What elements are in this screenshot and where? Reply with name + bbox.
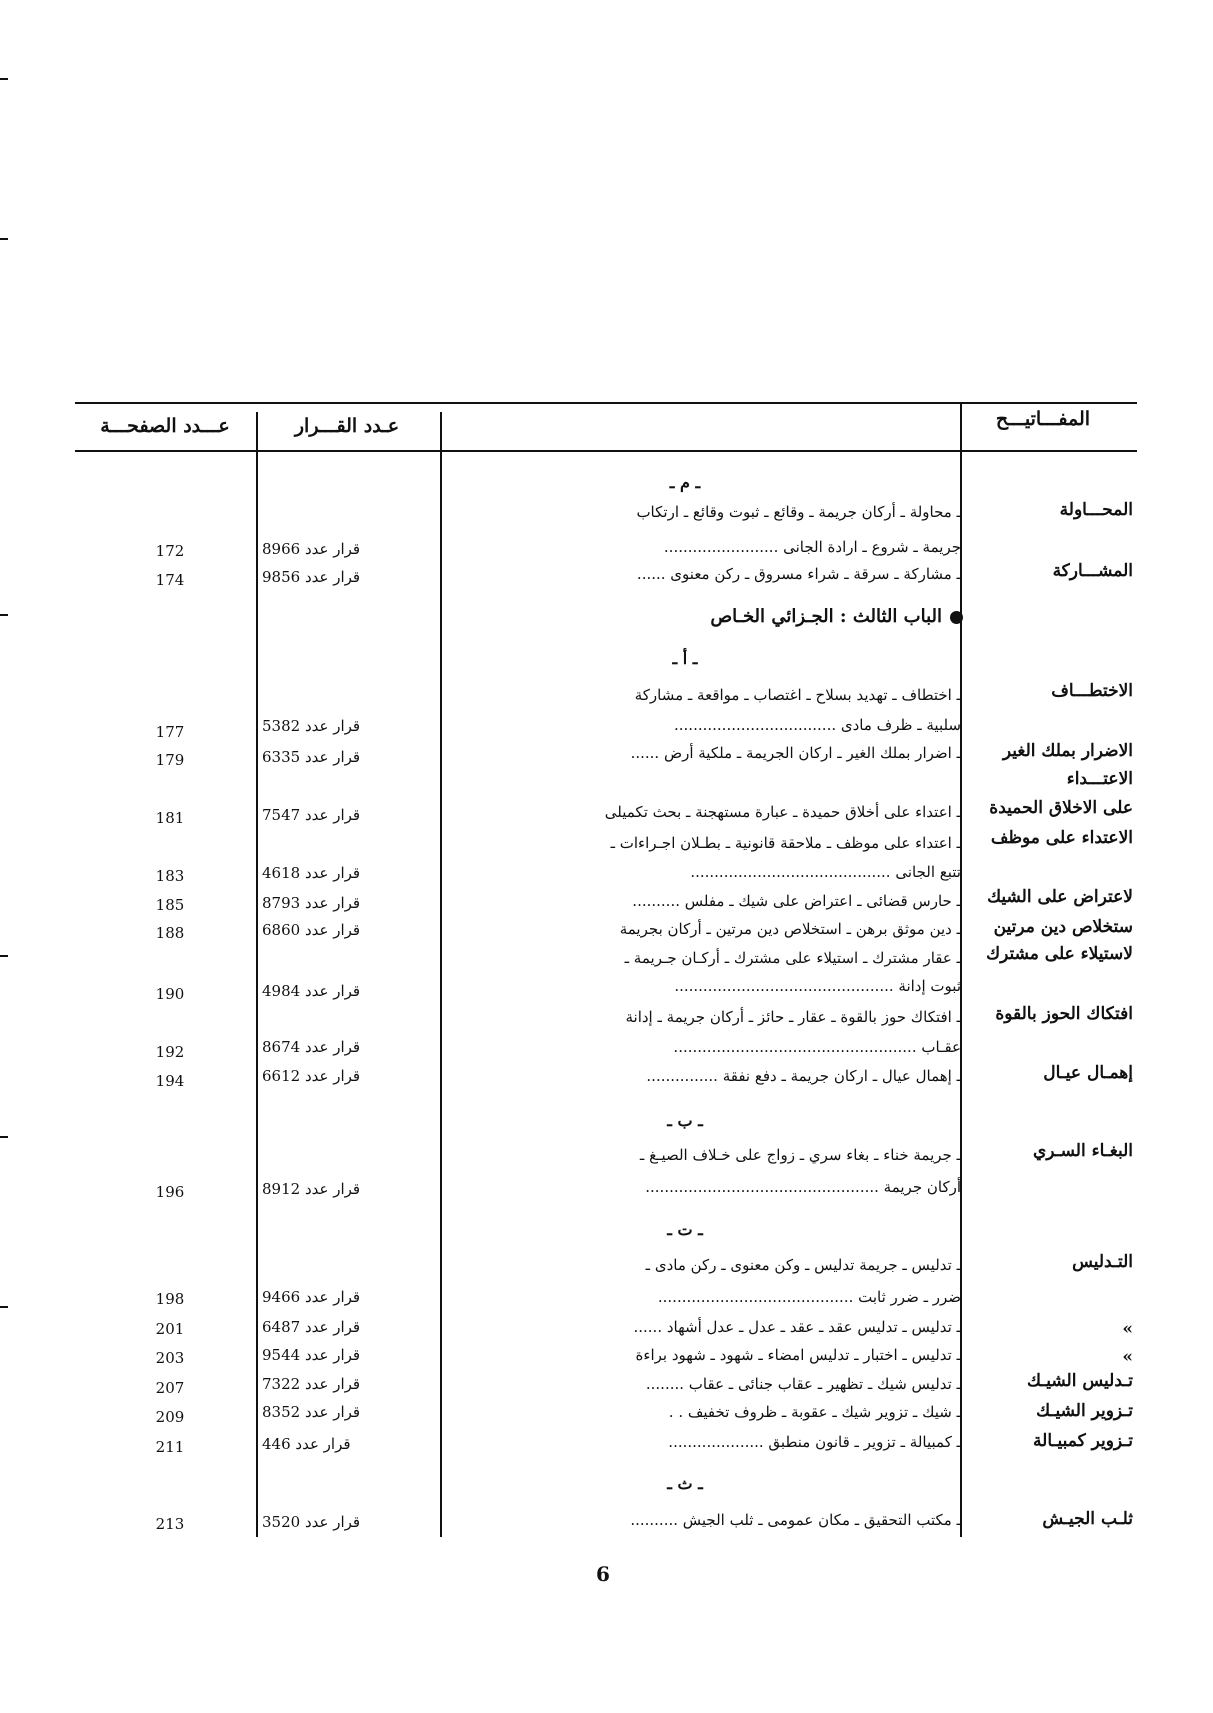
chapter-heading — [710, 608, 963, 626]
entry-description: ـ مكتب التحقيق ـ مكان عمومى ـ ثلب الجيش .......... — [630, 1511, 961, 1529]
page-number: 213 — [155, 1515, 185, 1533]
entry-description: ـ اعتداء على موظف ـ ملاحقة قانونية ـ بطـلان اجـراءات ـ — [610, 834, 961, 852]
entry-description: ـ افتكاك حوز بالقوة ـ عقار ـ حائز ـ أركان جريمة ـ إدانة — [625, 1008, 961, 1026]
margin-mark — [0, 1136, 8, 1138]
entry-description: ـ جريمة خناء ـ بغاء سري ـ زواج على خـلاف الصيـغ ـ — [639, 1146, 961, 1164]
section-letter-t: ـ ت ـ — [667, 1220, 703, 1239]
decision-number: قرار عدد 5382 — [262, 717, 361, 735]
page-number: 207 — [155, 1379, 185, 1397]
section-letter-b: ـ ب ـ — [667, 1111, 703, 1130]
column-divider — [256, 412, 258, 1537]
index-key: الاضرار بملك الغير — [1002, 741, 1133, 761]
decision-number: قرار عدد 6487 — [262, 1318, 361, 1336]
entry-description: سلبية ـ ظرف مادى .................................. — [674, 716, 961, 734]
decision-number: قرار عدد 6860 — [262, 921, 361, 939]
page-number: 198 — [155, 1290, 185, 1308]
index-key: ثلـب الجيـش — [1042, 1509, 1133, 1529]
page-number: 181 — [155, 809, 185, 827]
margin-mark — [0, 614, 8, 616]
section-letter-a: ـ أ ـ — [672, 649, 698, 668]
index-key: البغـاء السـري — [1032, 1141, 1133, 1161]
decision-number: قرار عدد 7547 — [262, 806, 361, 824]
page-number: 209 — [155, 1408, 185, 1426]
index-key: » — [1122, 1319, 1133, 1339]
column-divider — [440, 412, 442, 1537]
entry-description: ثبوت إدانة .............................................. — [674, 977, 961, 995]
page-number: 183 — [155, 867, 185, 885]
entry-description: ـ حارس قضائى ـ اعتراض على شيك ـ مفلس .......... — [632, 892, 961, 910]
decision-number: قرار عدد 8912 — [262, 1180, 361, 1198]
index-key: المشـــاركة — [1052, 561, 1133, 581]
index-key: لاعتراض على الشيك — [987, 887, 1133, 907]
page-number: 196 — [155, 1183, 185, 1201]
index-key: التـدليس — [1072, 1252, 1133, 1272]
index-key: إهمـال عيـال — [1043, 1063, 1133, 1083]
section-letter-m: ـ م ـ — [669, 473, 701, 492]
entry-description: ـ إهمال عيال ـ اركان جريمة ـ دفع نفقة ............... — [646, 1067, 961, 1085]
index-key: على الاخلاق الحميدة — [989, 798, 1133, 818]
entry-description: أركان جريمة ................................................. — [645, 1178, 961, 1196]
decision-number: قرار عدد 8352 — [262, 1403, 361, 1421]
index-key: الاعتداء على موظف — [990, 828, 1133, 848]
page-number: 194 — [155, 1072, 185, 1090]
index-key: ستخلاص دين مرتين — [993, 917, 1133, 937]
decision-number: قرار عدد 8793 — [262, 894, 361, 912]
index-key: افتكاك الحوز بالقوة — [995, 1004, 1133, 1024]
table-header-rule — [75, 450, 1137, 452]
index-key: الاختطـــاف — [1051, 681, 1133, 701]
bullet-icon — [950, 611, 963, 624]
decision-number: قرار عدد 6335 — [262, 748, 361, 766]
index-key: تـدليس الشيـك — [1026, 1371, 1133, 1391]
decision-number: قرار عدد 9544 — [262, 1346, 361, 1364]
table-top-rule — [75, 402, 1137, 404]
index-key: تـزوير كمبيـالة — [1033, 1431, 1133, 1451]
decision-number: قرار عدد 4618 — [262, 864, 361, 882]
decision-number: قرار عدد 6612 — [262, 1067, 361, 1085]
page-number: 172 — [155, 542, 185, 560]
margin-mark — [0, 238, 8, 240]
entry-description: ـ اختطاف ـ تهديد بسلاح ـ اغتصاب ـ مواقعة ـ مشاركة — [634, 686, 961, 704]
entry-description: ـ اضرار بملك الغير ـ اركان الجريمة ـ ملكية أرض ...... — [630, 744, 961, 762]
chapter-title: الباب الثالث : الجـزائي الخـاص — [710, 606, 942, 627]
index-key: تـزوير الشيـك — [1036, 1401, 1133, 1421]
decision-number: قرار عدد 7322 — [262, 1375, 361, 1393]
entry-description: ـ كمبيالة ـ تزوير ـ قانون منطبق .................... — [668, 1433, 961, 1451]
page-number: 192 — [155, 1043, 185, 1061]
decision-number: قرار عدد 446 — [262, 1435, 351, 1453]
entry-description: تتبع الجانى .......................................... — [690, 863, 961, 881]
decision-number: قرار عدد 4984 — [262, 982, 361, 1000]
decision-number: قرار عدد 8674 — [262, 1038, 361, 1056]
entry-description: ـ تدليس ـ جريمة تدليس ـ وكن معنوى ـ ركن مادى ـ — [645, 1256, 961, 1274]
entry-description: ـ تدليس ـ تدليس عقد ـ عقد ـ عدل ـ عدل أشهاد ...... — [633, 1318, 961, 1336]
header-decision-number: عـدد القـــرار — [294, 415, 400, 437]
decision-number: قرار عدد 9466 — [262, 1288, 361, 1306]
page-number: 185 — [155, 896, 185, 914]
entry-description: ـ محاولة ـ أركان جريمة ـ وقائع ـ ثبوت وقائع ـ ارتكاب — [636, 503, 961, 521]
page-number: 179 — [155, 751, 185, 769]
margin-mark — [0, 78, 8, 80]
entry-description: ـ تدليس شيك ـ تظهير ـ عقاب جنائى ـ عقاب ........ — [645, 1375, 961, 1393]
page-number: 201 — [155, 1320, 185, 1338]
page-number: 203 — [155, 1349, 185, 1367]
index-key: » — [1122, 1347, 1133, 1367]
section-letter-th: ـ ث ـ — [667, 1474, 703, 1493]
entry-description: ـ اعتداء على أخلاق حميدة ـ عبارة مستهجنة ـ بحث تكميلى — [604, 803, 961, 821]
page-number: 177 — [155, 723, 185, 741]
page-number: 211 — [155, 1438, 185, 1456]
index-key: الاعتـــداء — [1066, 769, 1133, 789]
entry-description: ـ شيك ـ تزوير شيك ـ عقوبة ـ ظروف تخفيف . . — [668, 1403, 961, 1421]
index-key: المحـــاولة — [1059, 500, 1133, 520]
entry-description: عقـاب ................................................... — [673, 1038, 961, 1056]
page-number: 174 — [155, 571, 185, 589]
margin-mark — [0, 955, 8, 957]
decision-number: قرار عدد 8966 — [262, 540, 361, 558]
entry-description: ـ مشاركة ـ سرقة ـ شراء مسروق ـ ركن معنوى ...... — [636, 565, 961, 583]
page-number: 190 — [155, 985, 185, 1003]
decision-number: قرار عدد 3520 — [262, 1513, 361, 1531]
entry-description: ـ عقار مشترك ـ استيلاء على مشترك ـ أركـان جـريمة ـ — [624, 949, 961, 967]
page-number: 188 — [155, 924, 185, 942]
entry-description: ضرر ـ ضرر ثابت ......................................... — [657, 1288, 961, 1306]
header-keys: المفـــاتيـــح — [995, 408, 1091, 430]
index-key: لاستيلاء على مشترك — [986, 944, 1133, 964]
margin-mark — [0, 1306, 8, 1308]
entry-description: ـ دين موثق برهن ـ استخلاص دين مرتين ـ أركان بجريمة — [619, 920, 961, 938]
entry-description: جريمة ـ شروع ـ ارادة الجانى ........................ — [663, 538, 961, 556]
decision-number: قرار عدد 9856 — [262, 568, 361, 586]
footer-page-number: 6 — [596, 1562, 610, 1586]
header-page-number: عـــدد الصفحـــة — [100, 415, 230, 437]
entry-description: ـ تدليس ـ اختبار ـ تدليس امضاء ـ شهود ـ شهود براءة — [635, 1346, 961, 1364]
